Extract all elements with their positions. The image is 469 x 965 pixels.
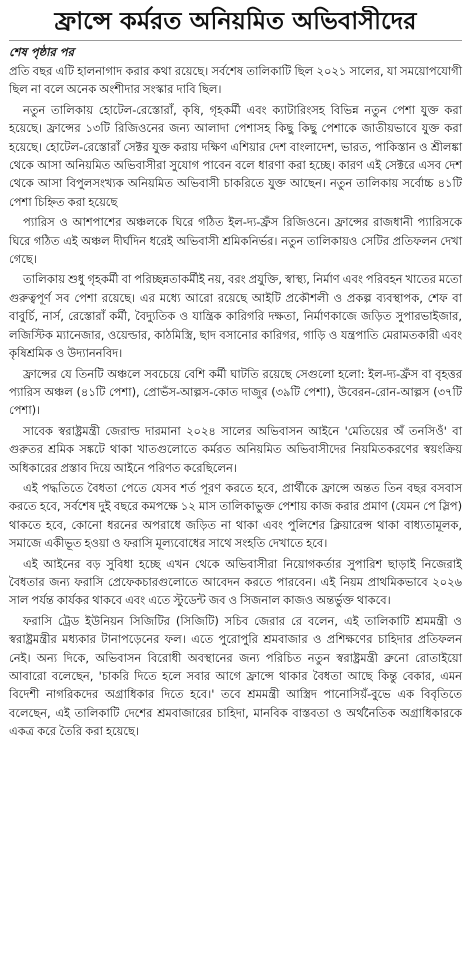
- article-paragraph-3: প্যারিস ও আশপাশের অঞ্চলকে ঘিরে গঠিত ইল-দ্য-ফ্রঁস রিজিওনে। ফ্রান্সের রাজধানী প্যারিসকে ঘিরে গঠিত এই অঞ্চল দীর্ঘদিন ধরেই অভিবাসী শ্রমিকনির্ভর। নতুন তালিকায়ও সেটির প্রতিফলন দেখা গেছে।: [9, 215, 462, 267]
- article-paragraph-8: এই আইনের বড় সুবিধা হচ্ছে এখন থেকে অভিবাসীরা নিয়োগকর্তার সুপারিশ ছাড়াই নিজেরাই বৈধতার জন্য ফরাসি প্রেফেকচারগুলোতে আবেদন করতে পারবেন। এই নিয়ম প্রাথমিকভাবে ২০২৬ সাল পর্যন্ত কার্যকর থাকবে এবং এতে স্টুডেন্ট জব ও সিজনাল কাজও অন্তর্ভুক্ত থাকবে।: [9, 556, 462, 608]
- article-paragraph-9: ফরাসি ট্রেড ইউনিয়ন সিজিটির (সিজিটি) সচিব জেরার রে বলেন, এই তালিকাটি শ্রমমন্ত্রী ও স্বরাষ্ট্রমন্ত্রীর মধ্যকার টানাপড়েনের ফল। এতে পুরোপুরি শ্রমবাজার ও প্রশিক্ষণের চাহিদার প্রতিফলন নেই। অন্য দিকে, অভিবাসন বিরোধী অবস্থানের জন্য পরিচিত নতুন স্বরাষ্ট্রমন্ত্রী ব্রুনো রোতাইয়ো আবারো বলেছেন, 'চাকরি দিতে হলে সবার আগে ফ্রান্সে থাকার বৈধতা আছে কিন্তু বেকার, এমন বিদেশী নাগরিকদের অগ্রাধিকার দিতে হবে।' তবে শ্রমমন্ত্রী আস্ত্রিদ পানোসিয়ঁ-বুভে এক বিবৃতিতে বলেছেন, এই তালিকাটি দেশের শ্রমবাজারের চাহিদা, মানবিক বাস্তবতা ও অর্থনৈতিক অগ্রাধিকারকে একত্র করে তৈরি করা হয়েছে।: [9, 613, 462, 739]
- article-paragraph-7: এই পদ্ধতিতে বৈধতা পেতে যেসব শর্ত পূরণ করতে হবে, প্রার্থীকে ফ্রান্সে অন্তত তিন বছর বসবাস করতে হবে, সর্বশেষ দুই বছরে কমপক্ষে ১২ মাস তালিকাভুক্ত পেশায় কাজ করার প্রমাণ (যেমন পে স্লিপ) থাকতে হবে, কোনো ধরনের অপরাধে জড়িত না থাকা এবং পুলিশের ক্লিয়ারেন্স থাকা বাধ্যতামূলক, সমাজে একীভূত হওয়া ও ফরাসি মূল্যবোধের সাথে সংহতি দেখাতে হবে।: [9, 480, 462, 551]
- article-paragraph-5: ফ্রান্সের যে তিনটি অঞ্চলে সবচেয়ে বেশি কর্মী ঘাটতি রয়েছে সেগুলো হলো: ইল-দ্য-ফ্রঁস বা বৃহত্তর প্যারিস অঞ্চল (৪১টি পেশা), প্রোভঁস-আল্পস-কোত দাজুর (৩৯টি পেশা), উবেরন-রোন-আল্পস (৩৭টি পেশা)।: [9, 366, 462, 418]
- continued-from-label: শেষ পৃষ্ঠার পর: [9, 45, 74, 59]
- article-paragraph-4: তালিকায় শুধু গৃহকর্মী বা পরিচ্ছন্নতাকর্মীই নয়, বরং প্রযুক্তি, স্বাস্থ্য, নির্মাণ এবং পরিবহন খাতের মতো গুরুত্বপূর্ণ সব পেশা রয়েছে। এর মধ্যে আরো রয়েছে আইটি প্রকৌশলী ও প্রকল্প ব্যবস্থাপক, শেফ বা বাবুর্চি, নার্স, রেস্তোরাঁ কর্মী, বৈদ্যুতিক ও যান্ত্রিক কারিগরি দক্ষতা, নির্মাণকাজে জড়িত সুপারভাইজার, লজিস্টিক ম্যানেজার, ওয়েল্ডার, কাঠমিস্ত্রি, ছাদ বসানোর কারিগর, গাড়ি ও যন্ত্রপাতি মেরামতকারী এবং কৃষিশ্রমিক ও উদ্যাননবিদ।: [9, 272, 462, 361]
- article-headline: ফ্রান্সে কর্মরত অনিয়মিত অভিবাসীদের: [54, 7, 417, 35]
- article-paragraph-6: সাবেক স্বরাষ্ট্রমন্ত্রী জেরাল্ড দারমানা ২০২৪ সালের অভিবাসন আইনে 'মেতিয়ের অঁ তনসিওঁ' বা গুরুতর শ্রমিক সঙ্কটে থাকা খাতগুলোতে কর্মরত অনিয়মিত অভিবাসীদের নিয়মিতকরণের স্বয়ংক্রিয় অধিকারের প্রস্তাব দিয়ে আইনে পরিণত করেছিলেন।: [9, 423, 462, 475]
- article-paragraph-2: নতুন তালিকায় হোটেল-রেস্তোরাঁ, কৃষি, গৃহকর্মী এবং ক্যাটারিংসহ বিভিন্ন নতুন পেশা যুক্ত করা হয়েছে। ফ্রান্সের ১৩টি রিজিওনের জন্য আলাদা পেশাসহ কিছু কিছু পেশাকে জাতীয়ভাবে যুক্ত করা হয়েছে। হোটেল-রেস্তোরাঁ সেক্টর যুক্ত করায় দক্ষিণ এশিয়ার দেশ বাংলাদেশ, ভারত, পাকিস্তান ও শ্রীলঙ্কা থেকে আসা অনিয়মিত অভিবাসীরা সুযোগ পাবেন বলে ধারণা করা হচ্ছে। কারণ এই সেক্টরে এসব দেশ থেকে আসা বিপুলসংখ্যক অনিয়মিত অভিবাসী চাকরিতে যুক্ত আছেন। নতুন তালিকায় সর্বোচ্চ ৪১টি পেশা চিহ্নিত করা হয়েছে: [9, 102, 462, 209]
- headline-divider: [9, 40, 462, 41]
- article-body: [9, 62, 462, 741]
- article-paragraph-1: প্রতি বছর এটি হালনাগাদ করার কথা রয়েছে। সর্বশেষ তালিকাটি ছিল ২০২১ সালের, যা সময়োপযোগী ছিল না বলে অনেক অংশীদার সংস্কার দাবি ছিল।: [9, 64, 462, 97]
